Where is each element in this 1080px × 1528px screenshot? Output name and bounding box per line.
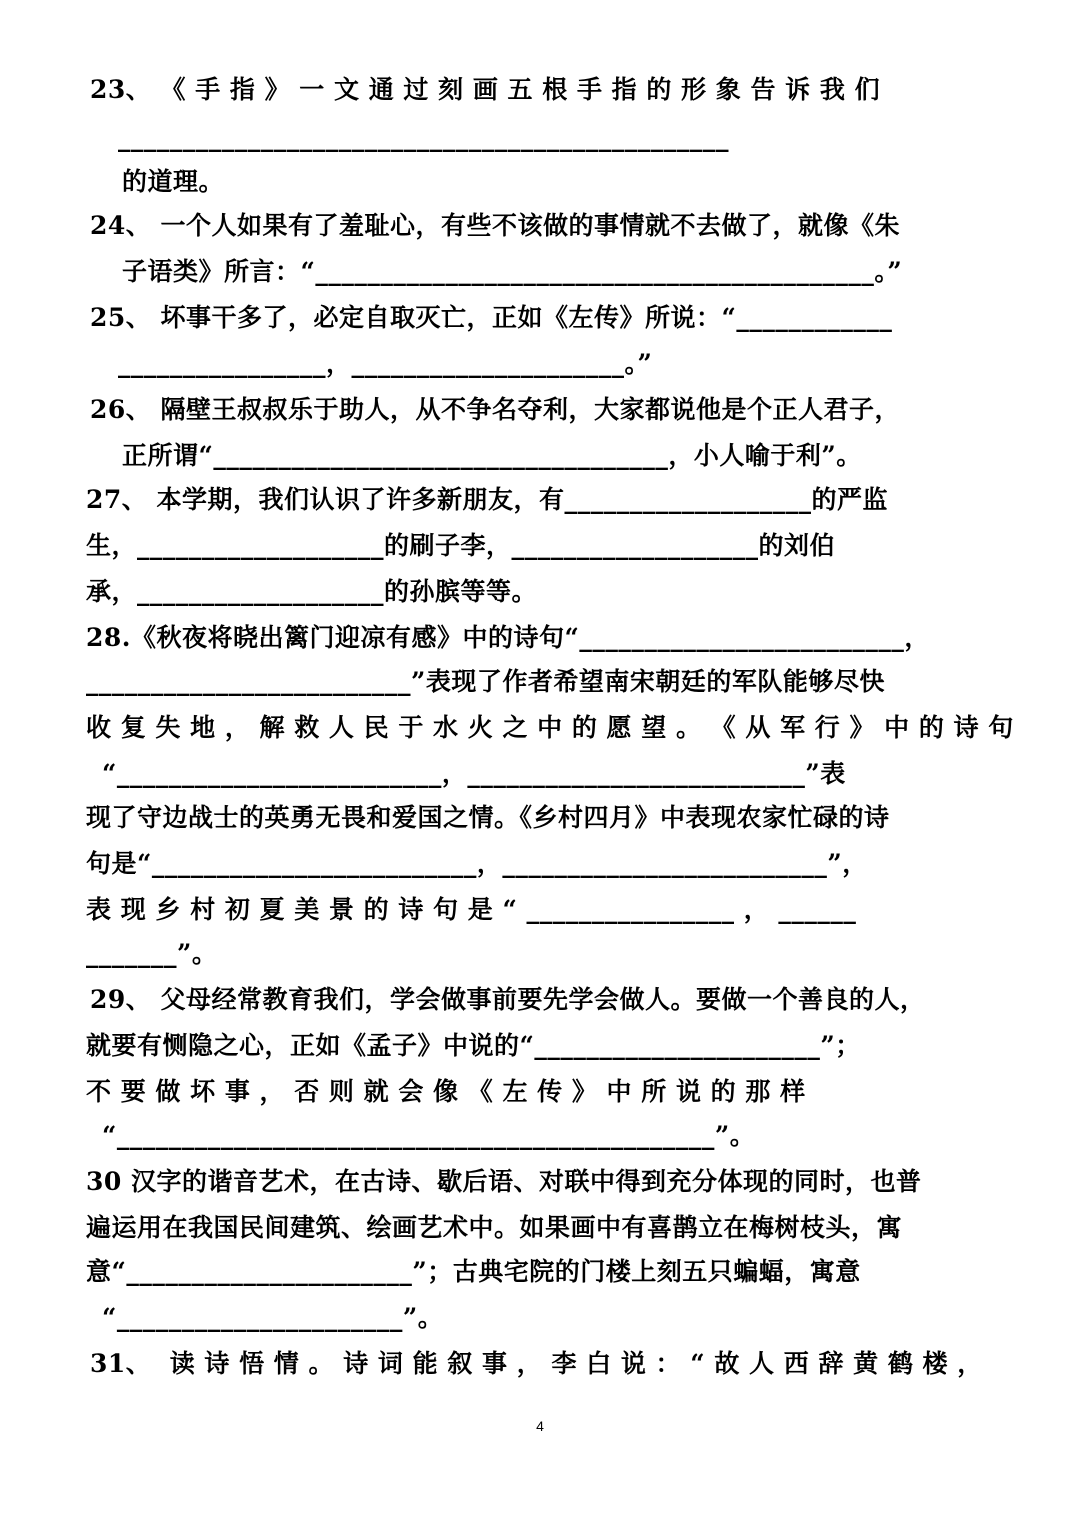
q23-line-3: 的道理。 xyxy=(122,167,225,196)
q28-line-2[interactable]: _________________________”表现了作者希望南宋朝廷的军队能够尽快 xyxy=(86,667,885,696)
q23-line-1: 23、 《 手 指 》 一 文 通 过 刻 画 五 根 手 指 的 形 象 告 诉 我 们 xyxy=(90,75,881,104)
q27-line-1[interactable]: 27、 本学期，我们认识了许多新朋友，有___________________的严监 xyxy=(86,485,888,514)
q26-line-2[interactable]: 正所谓“___________________________________，小人喻于利”。 xyxy=(122,441,862,470)
q30-line-3[interactable]: 意“______________________”；古典宅院的门楼上刻五只蝙蝠，寓意 xyxy=(86,1257,861,1286)
q28-line-8[interactable]: _______”。 xyxy=(86,939,218,968)
q28-line-6[interactable]: 句是“_________________________，_________________________”， xyxy=(86,849,868,878)
q28-line-5: 现了守边战士的英勇无畏和爱国之情。《乡村四月》中表现农家忙碌的诗 xyxy=(86,803,890,832)
q24-line-2[interactable]: 子语类》所言：“___________________________________________。” xyxy=(122,257,903,286)
q26-line-1: 26、 隔壁王叔叔乐于助人，从不争名夺利，大家都说他是个正人君子， xyxy=(90,395,900,424)
q23-blank-line[interactable]: _______________________________________________ xyxy=(118,123,729,152)
q30-line-4[interactable]: “______________________”。 xyxy=(102,1303,444,1332)
q25-line-1[interactable]: 25、 坏事干多了，必定自取灭亡，正如《左传》所说：“____________ xyxy=(90,303,893,332)
q29-line-3: 不 要 做 坏 事 ， 否 则 就 会 像 《 左 传 》 中 所 说 的 那 样 xyxy=(86,1077,806,1106)
q28-line-3: 收 复 失 地 ， 解 救 人 民 于 水 火 之 中 的 愿 望 。 《 从 军 行 》 中 的 诗 句 xyxy=(86,713,1014,742)
q30-line-2: 遍运用在我国民间建筑、绘画艺术中。如果画中有喜鹊立在梅树枝头，寓 xyxy=(86,1213,903,1242)
q30-line-1: 30 汉字的谐音艺术，在古诗、歇后语、对联中得到充分体现的同时，也普 xyxy=(86,1167,922,1196)
q24-line-1: 24、 一个人如果有了羞耻心，有些不该做的事情就不去做了，就像《朱 xyxy=(90,211,900,240)
q28-line-4[interactable]: “_________________________，__________________________”表 xyxy=(102,759,846,788)
page-number: 4 xyxy=(536,1418,544,1434)
q28-line-1[interactable]: 28.《秋夜将晓出篱门迎凉有感》中的诗句“_________________________， xyxy=(86,623,930,652)
q28-line-7[interactable]: 表 现 乡 村 初 夏 美 景 的 诗 句 是 “ ________________ ， ______ xyxy=(86,895,857,924)
q29-line-1: 29、 父母经常教育我们，学会做事前要先学会做人。要做一个善良的人， xyxy=(90,985,926,1014)
q31-line-1: 31、 读 诗 悟 情 。 诗 词 能 叙 事 ， 李 白 说 ： “ 故 人 西 辞 黄 鹤 楼 ， xyxy=(90,1349,983,1378)
q27-line-3[interactable]: 承，___________________的孙膑等等。 xyxy=(86,577,538,606)
q29-line-2[interactable]: 就要有恻隐之心，正如《孟子》中说的“______________________”； xyxy=(86,1031,861,1060)
q29-line-4[interactable]: “______________________________________________”。 xyxy=(102,1121,756,1150)
q27-line-2[interactable]: 生，___________________的刷子李，___________________的刘伯 xyxy=(86,531,836,560)
q25-line-2[interactable]: ________________，_____________________。” xyxy=(118,349,653,378)
